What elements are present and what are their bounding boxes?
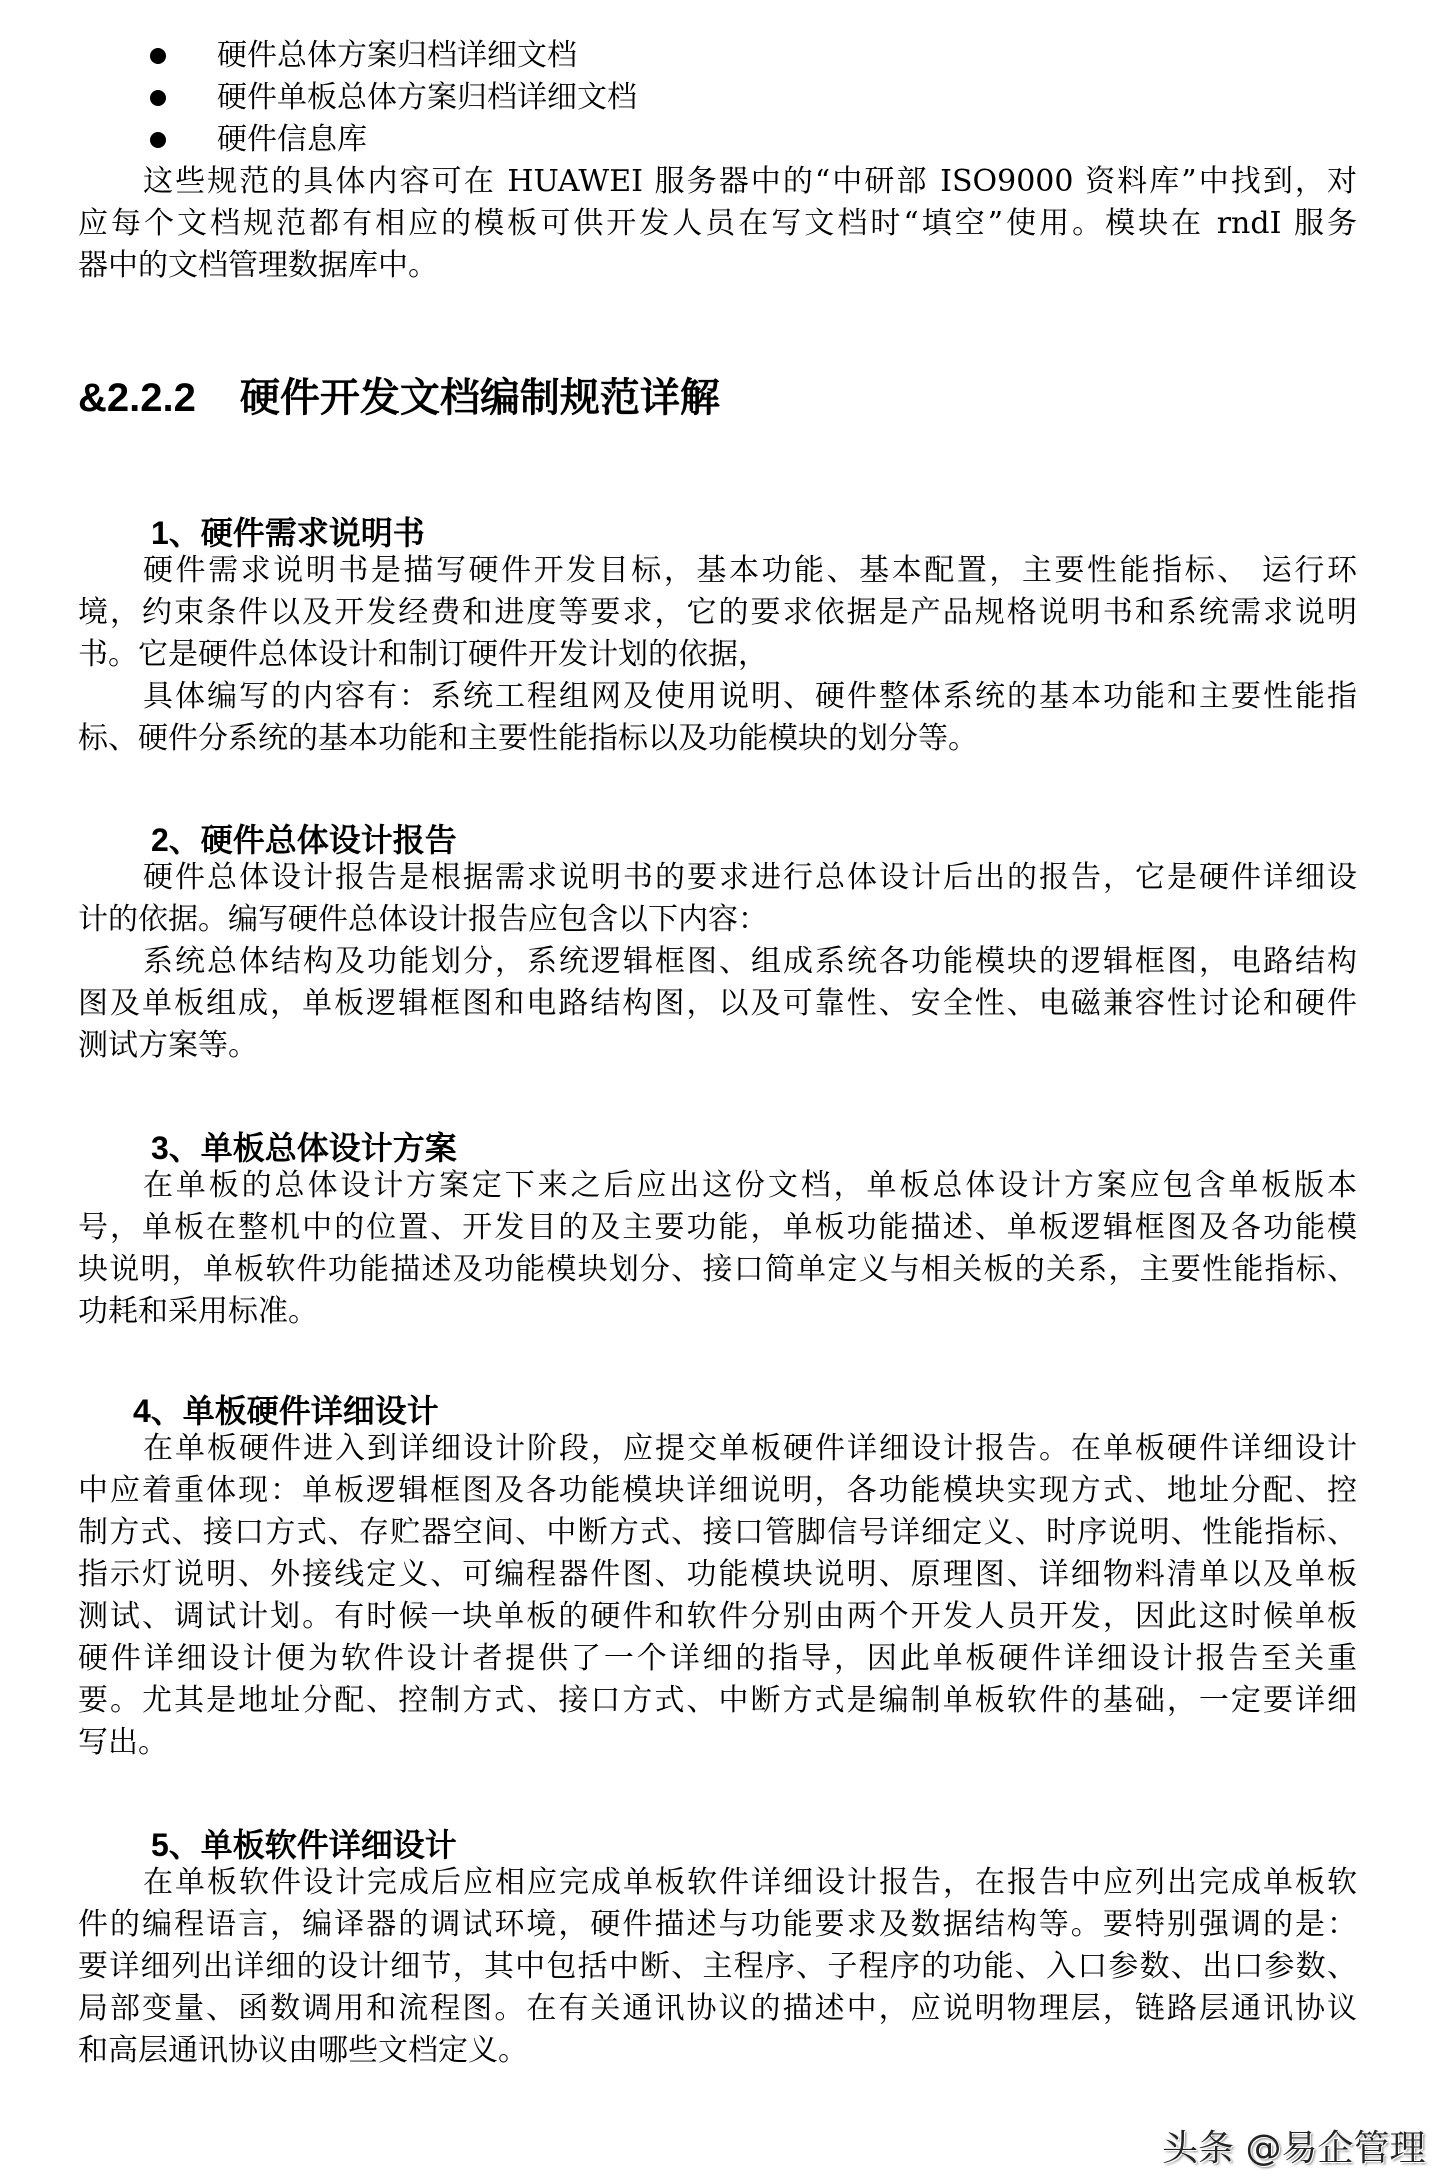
watermark: 头条 @易企管理	[1162, 2128, 1426, 2169]
text-line: 计的依据。编写硬件总体设计报告应包含以下内容：	[78, 902, 768, 937]
text-line: 书。它是硬件总体设计和制订硬件开发计划的依据，	[78, 637, 768, 672]
text-line: 器中的文档管理数据库中。	[78, 248, 438, 283]
section-5	[78, 1828, 1357, 2072]
section-heading	[78, 374, 720, 422]
text-line: 和高层通讯协议由哪些文档定义。	[78, 2033, 528, 2068]
section-4	[78, 1394, 1357, 1764]
bullet-item	[150, 119, 637, 161]
subsection-heading: 5、单板软件详细设计	[151, 1827, 457, 1863]
bullet-text: 硬件单板总体方案归档详细文档	[217, 80, 637, 115]
bullet-item	[150, 77, 637, 119]
text-line: 测试、调试计划。有时候一块单板的硬件和软件分别由两个开发人员开发，因此这时候单板	[78, 1599, 1357, 1634]
subsection-heading: 1、硬件需求说明书	[151, 515, 425, 551]
text-line: 要详细列出详细的设计细节，其中包括中断、主程序、子程序的功能、入口参数、出口参数、	[78, 1949, 1357, 1984]
text-line: 功耗和采用标准。	[78, 1294, 318, 1329]
bullet-text: 硬件信息库	[217, 122, 367, 157]
text-line: 系统总体结构及功能划分，系统逻辑框图、组成系统各功能模块的逻辑框图，电路结构	[143, 944, 1357, 979]
text-line: 中应着重体现：单板逻辑框图及各功能模块详细说明，各功能模块实现方式、地址分配、控	[78, 1473, 1357, 1508]
text-line: 应每个文档规范都有相应的模板可供开发人员在写文档时“填空”使用。模块在 rndI 服务	[78, 206, 1357, 241]
section-title: 硬件开发文档编制规范详解	[239, 376, 720, 420]
bullet-list	[150, 35, 637, 161]
text-line: 写出。	[78, 1725, 168, 1760]
section-3	[78, 1131, 1357, 1333]
text-line: 块说明，单板软件功能描述及功能模块划分、接口简单定义与相关板的关系，主要性能指标、	[78, 1252, 1357, 1287]
section-1	[78, 516, 1357, 760]
text-line: 测试方案等。	[78, 1028, 258, 1063]
subsection-heading: 3、单板总体设计方案	[151, 1130, 457, 1166]
text-line: 在单板的总体设计方案定下来之后应出这份文档，单板总体设计方案应包含单板版本	[143, 1168, 1357, 1203]
paragraph	[78, 1165, 1357, 1333]
text-line: 指示灯说明、外接线定义、可编程器件图、功能模块说明、原理图、详细物料清单以及单板	[78, 1557, 1357, 1592]
text-line: 硬件需求说明书是描写硬件开发目标，基本功能、基本配置，主要性能指标、 运行环	[143, 553, 1357, 588]
subsection-heading: 2、硬件总体设计报告	[151, 822, 457, 858]
text-line: 这些规范的具体内容可在 HUAWEI 服务器中的“中研部 ISO9000 资料库”中找到，对	[143, 164, 1357, 199]
paragraph	[78, 676, 1357, 760]
text-line: 在单板硬件进入到详细设计阶段，应提交单板硬件详细设计报告。在单板硬件详细设计	[143, 1431, 1357, 1466]
text-line: 局部变量、函数调用和流程图。在有关通讯协议的描述中，应说明物理层，链路层通讯协议	[78, 1991, 1357, 2026]
paragraph	[78, 550, 1357, 676]
subsection-heading: 4、单板硬件详细设计	[133, 1393, 439, 1429]
paragraph	[78, 1862, 1357, 2072]
section-number: &2.2.2	[78, 376, 196, 420]
text-line: 要。尤其是地址分配、控制方式、接口方式、中断方式是编制单板软件的基础，一定要详细	[78, 1683, 1357, 1718]
bullet-dot-icon	[150, 48, 166, 64]
text-line: 件的编程语言，编译器的调试环境，硬件描述与功能要求及数据结构等。要特别强调的是：	[78, 1907, 1357, 1942]
text-line: 标、硬件分系统的基本功能和主要性能指标以及功能模块的划分等。	[78, 721, 978, 756]
text-line: 在单板软件设计完成后应相应完成单板软件详细设计报告，在报告中应列出完成单板软	[143, 1865, 1357, 1900]
intro-paragraph	[78, 161, 1357, 287]
bullet-dot-icon	[150, 132, 166, 148]
text-line: 制方式、接口方式、存贮器空间、中断方式、接口管脚信号详细定义、时序说明、性能指标、	[78, 1515, 1357, 1550]
paragraph	[78, 941, 1357, 1067]
text-line: 硬件详细设计便为软件设计者提供了一个详细的指导，因此单板硬件详细设计报告至关重	[78, 1641, 1357, 1676]
paragraph	[78, 1428, 1357, 1764]
text-line: 图及单板组成，单板逻辑框图和电路结构图，以及可靠性、安全性、电磁兼容性讨论和硬件	[78, 986, 1357, 1021]
bullet-text: 硬件总体方案归档详细文档	[217, 38, 577, 73]
text-line: 号，单板在整机中的位置、开发目的及主要功能，单板功能描述、单板逻辑框图及各功能模	[78, 1210, 1357, 1245]
paragraph	[78, 857, 1357, 941]
bullet-dot-icon	[150, 90, 166, 106]
text-line: 硬件总体设计报告是根据需求说明书的要求进行总体设计后出的报告，它是硬件详细设	[143, 860, 1357, 895]
text-line: 具体编写的内容有：系统工程组网及使用说明、硬件整体系统的基本功能和主要性能指	[143, 679, 1357, 714]
text-line: 境，约束条件以及开发经费和进度等要求，它的要求依据是产品规格说明书和系统需求说明	[78, 595, 1357, 630]
bullet-item	[150, 35, 637, 77]
section-2	[78, 823, 1357, 1067]
